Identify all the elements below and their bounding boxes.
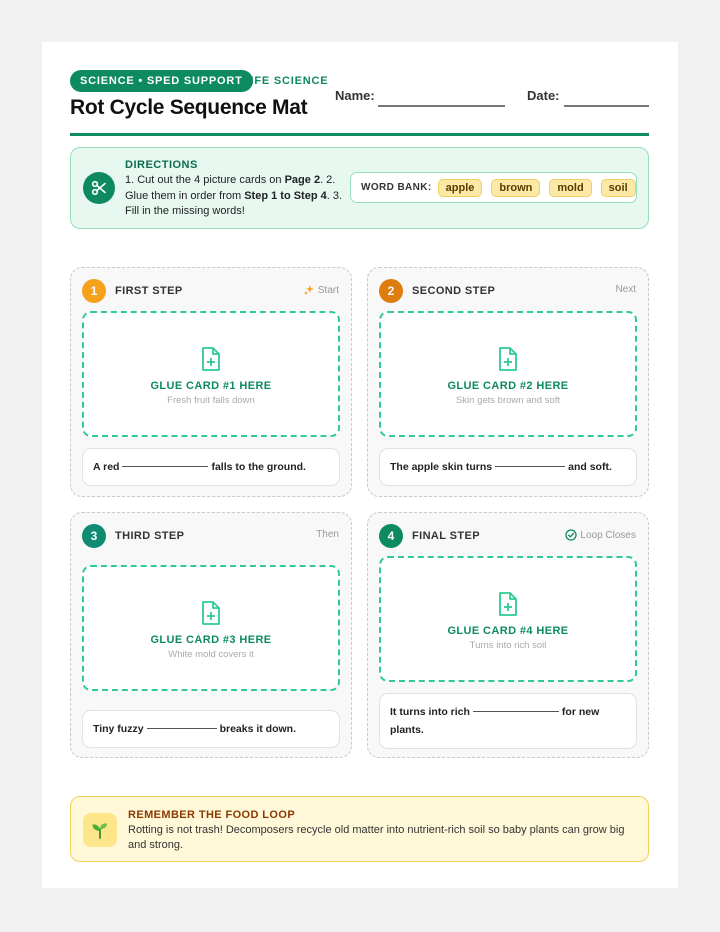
- date-label: Date:: [527, 88, 560, 103]
- glue-caption: Skin gets brown and soft: [455, 395, 561, 406]
- step-title: FIRST STEP: [115, 285, 183, 297]
- step-tag-label: Next: [615, 284, 636, 295]
- file-plus-icon: [497, 346, 519, 372]
- step-card-1: [70, 267, 352, 497]
- file-plus-icon: [200, 346, 222, 372]
- directions-title: DIRECTIONS: [125, 159, 198, 171]
- step-title: THIRD STEP: [115, 530, 185, 542]
- step-card-4: [367, 512, 649, 758]
- step-title: FINAL STEP: [412, 530, 480, 542]
- scissors-icon: [83, 172, 115, 204]
- step-card-3: [70, 512, 352, 758]
- name-field[interactable]: [378, 105, 505, 107]
- header-divider: [70, 133, 649, 136]
- step-number: 1: [82, 279, 106, 303]
- directions-text: 1. Cut out the 4 picture cards on Page 2. 2. Glue them in order from Step 1 to Step 4. 3. Fill in the missing words!: [125, 174, 343, 217]
- remember-text: Rotting is not trash! Decomposers recycle old matter into nutrient-rich soil so baby plants can grow big and strong.: [128, 824, 625, 851]
- glue-title: GLUE CARD #3 HERE: [150, 634, 272, 646]
- step-tag: [615, 284, 636, 295]
- remember-title: REMEMBER THE FOOD LOOP: [128, 809, 296, 821]
- check-circle-icon: [565, 529, 577, 541]
- fill-in-sentence: Tiny fuzzy breaks it down.: [82, 710, 340, 748]
- glue-caption: Fresh fruit falls down: [167, 395, 255, 406]
- word-bank-word: mold: [549, 179, 591, 197]
- sprout-icon: [83, 813, 117, 847]
- answer-blank[interactable]: [147, 728, 217, 729]
- glue-area-3[interactable]: [82, 565, 340, 691]
- subject-label: LIFE SCIENCE: [243, 75, 329, 87]
- date-field[interactable]: [564, 105, 649, 107]
- answer-blank[interactable]: [473, 711, 559, 712]
- step-number: 2: [379, 279, 403, 303]
- step-number: 4: [379, 524, 403, 548]
- step-tag-label: Start: [317, 284, 339, 296]
- glue-area-1[interactable]: [82, 311, 340, 437]
- file-plus-icon: [200, 600, 222, 626]
- file-plus-icon: [497, 591, 519, 617]
- glue-title: GLUE CARD #1 HERE: [150, 380, 272, 392]
- step-tag: [565, 529, 636, 541]
- glue-caption: Turns into rich soil: [469, 640, 547, 651]
- glue-title: GLUE CARD #4 HERE: [447, 625, 569, 637]
- step-number: 3: [82, 524, 106, 548]
- word-bank: [350, 172, 637, 203]
- page-title: Rot Cycle Sequence Mat: [70, 96, 308, 119]
- directions-box: [70, 147, 649, 229]
- remember-box: [70, 796, 649, 862]
- word-bank-label: WORD BANK:: [361, 182, 432, 193]
- name-label: Name:: [335, 88, 375, 103]
- fill-in-sentence: It turns into rich for new plants.: [379, 693, 637, 749]
- glue-area-4[interactable]: [379, 556, 637, 682]
- sparkle-icon: [303, 284, 315, 296]
- step-tag: [303, 284, 339, 296]
- fill-in-sentence: A red falls to the ground.: [82, 448, 340, 486]
- step-card-2: [367, 267, 649, 497]
- step-title: SECOND STEP: [412, 285, 496, 297]
- word-bank-word: apple: [438, 179, 483, 197]
- answer-blank[interactable]: [495, 466, 565, 467]
- subject-badge: SCIENCE • SPED SUPPORT: [70, 70, 253, 92]
- step-tag: [316, 529, 339, 540]
- glue-area-2[interactable]: [379, 311, 637, 437]
- step-tag-label: Then: [316, 529, 339, 540]
- answer-blank[interactable]: [122, 466, 208, 467]
- step-tag-label: Loop Closes: [580, 529, 636, 541]
- worksheet: [42, 42, 678, 888]
- fill-in-sentence: The apple skin turns and soft.: [379, 448, 637, 486]
- glue-title: GLUE CARD #2 HERE: [447, 380, 569, 392]
- word-bank-word: soil: [601, 179, 636, 197]
- word-bank-word: brown: [491, 179, 540, 197]
- glue-caption: White mold covers it: [168, 649, 254, 660]
